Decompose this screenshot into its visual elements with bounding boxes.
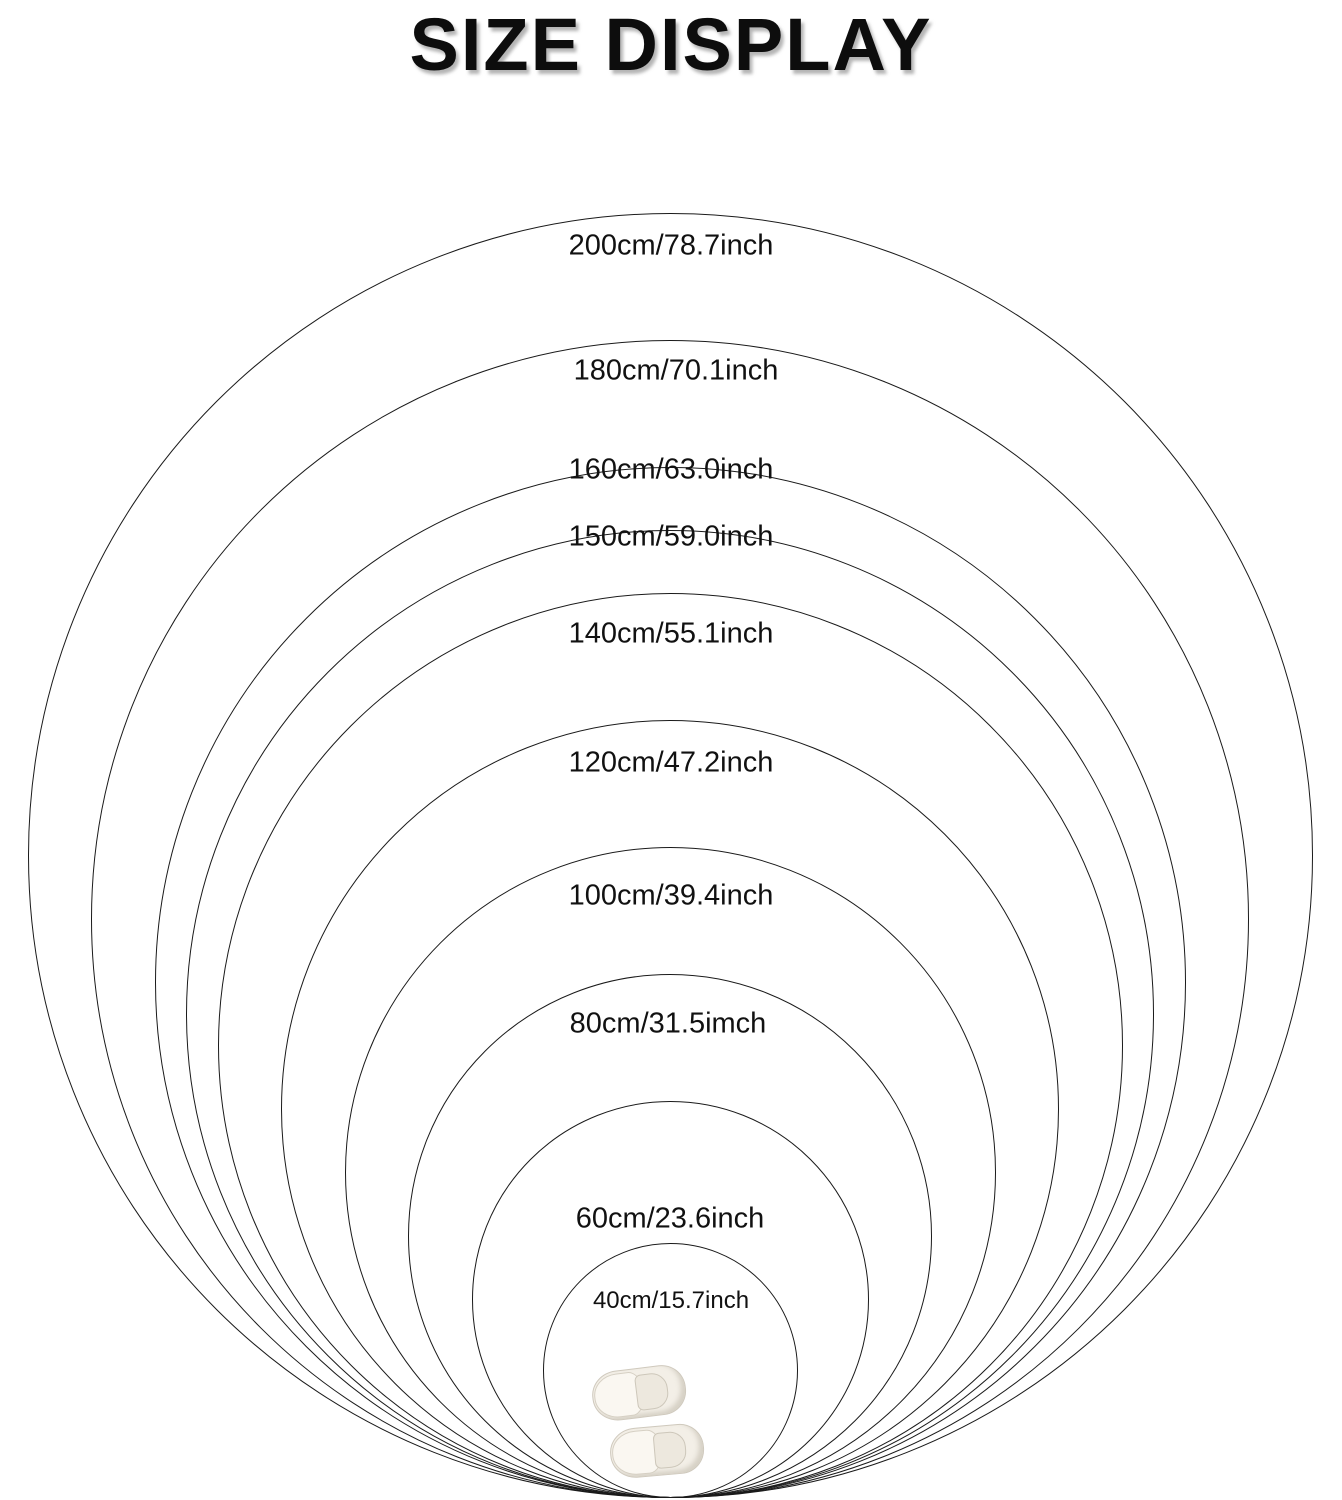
page-title: SIZE DISPLAY [409, 3, 933, 86]
size-label-140cm: 140cm/55.1inch [568, 617, 774, 650]
slipper-right [608, 1422, 704, 1478]
size-label-160cm: 160cm/63.0inch [568, 453, 774, 486]
size-label-150cm: 150cm/59.0inch [568, 520, 774, 553]
size-label-200cm: 200cm/78.7inch [568, 229, 774, 262]
slipper-left [589, 1363, 686, 1422]
size-label-60cm: 60cm/23.6inch [575, 1202, 765, 1235]
size-label-100cm: 100cm/39.4inch [568, 879, 774, 912]
size-label-40cm: 40cm/15.7inch [592, 1287, 750, 1314]
size-label-180cm: 180cm/70.1inch [573, 354, 779, 387]
size-label-120cm: 120cm/47.2inch [568, 746, 774, 779]
size-label-80cm: 80cm/31.5imch [569, 1007, 767, 1040]
slippers-illustration [586, 1360, 756, 1500]
